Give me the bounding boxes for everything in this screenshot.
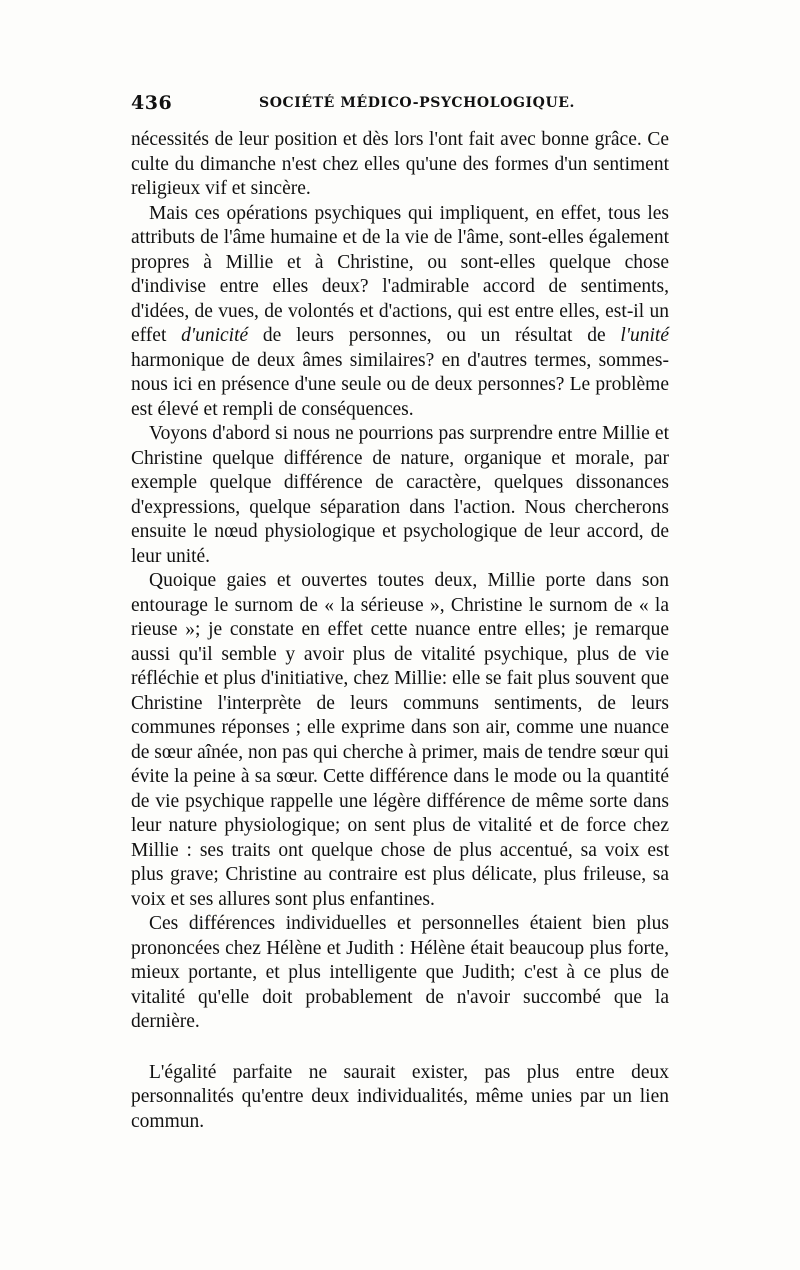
paragraph-2-part-1: Mais ces opérations psychiques qui impliquent, en effet, tous les attributs de l'âme humaine et de la vie de l'âme, sont-elles également propres à Millie et à Christine, ou sont-elles quelque chose d'indivise entre elles deux? l'admirable accord de sentiments, d'idées, de vues, de volontés et d'actions, qui est entre elles, est-il un effet xyxy=(131,202,669,346)
paragraph-4: Quoique gaies et ouvertes toutes deux, Millie porte dans son entourage le surnom de « la sérieuse », Christine le surnom de « la rieuse »; je constate en effet cette nuance entre elles; je remarque aussi qu'il semble y avoir plus de vitalité psychique, plus de vie réfléchie et plus d'initiative, chez Millie: elle se fait plus souvent que Christine l'interprète de leurs communs sentiments, de leurs communes réponses ; elle exprime dans son air, comme une nuance de sœur aînée, non pas qui cherche à primer, mais de tendre sœur qui évite la peine à sa sœur. Cette différence dans le mode ou la quantité de vie psychique rappelle une légère différence de même sorte dans leur nature physiologique; on sent plus de vitalité et de force chez Millie : ses traits ont quelque chose de plus accentué, sa voix est plus grave; Christine au contraire est plus délicate, plus frileuse, sa voix et ses allures sont plus enfantines. xyxy=(131,570,669,910)
paragraph-2 xyxy=(131,202,669,423)
running-head xyxy=(131,92,671,120)
paragraph-5: Ces différences individuelles et personnelles étaient bien plus prononcées chez Hélène et Judith : Hélène était beaucoup plus forte, mieux portante, et plus intelligente que Judith; c'est à ce plus de vitalité qu'elle doit probablement de n'avoir succombé que la dernière. xyxy=(131,913,669,1032)
running-title: SOCIÉTÉ MÉDICO-PSYCHOLOGIQUE. xyxy=(259,95,575,111)
paragraph-6: L'égalité parfaite ne saurait exister, pas plus entre deux personnalités qu'entre deux individualités, même unies par un lien commun. xyxy=(131,1061,669,1132)
paragraph-2-part-3: harmonique de deux âmes similaires? en d'autres termes, sommes-nous ici en présence d'une seule ou de deux personnes? Le problème est élevé et rempli de conséquences. xyxy=(131,349,669,420)
paragraph-2-part-2: de leurs personnes, ou un résultat de xyxy=(248,325,621,346)
emphasis-unicite: d'unicité xyxy=(181,325,249,346)
paragraph-1: nécessités de leur position et dès lors l'ont fait avec bonne grâce. Ce culte du dimanche n'est chez elles qu'une des formes d'un sentiment religieux vif et sincère. xyxy=(131,129,669,199)
emphasis-unite: l'unité xyxy=(620,325,669,346)
body-text xyxy=(131,128,669,1134)
paragraph-3: Voyons d'abord si nous ne pourrions pas surprendre entre Millie et Christine quelque différence de nature, organique et morale, par exemple quelque différence de caractère, quelques dissonances d'expressions, quelque séparation dans l'action. Nous chercherons ensuite le nœud physiologique et psychologique de leur accord, de leur unité. xyxy=(131,423,669,567)
page-number: 436 xyxy=(131,92,173,114)
